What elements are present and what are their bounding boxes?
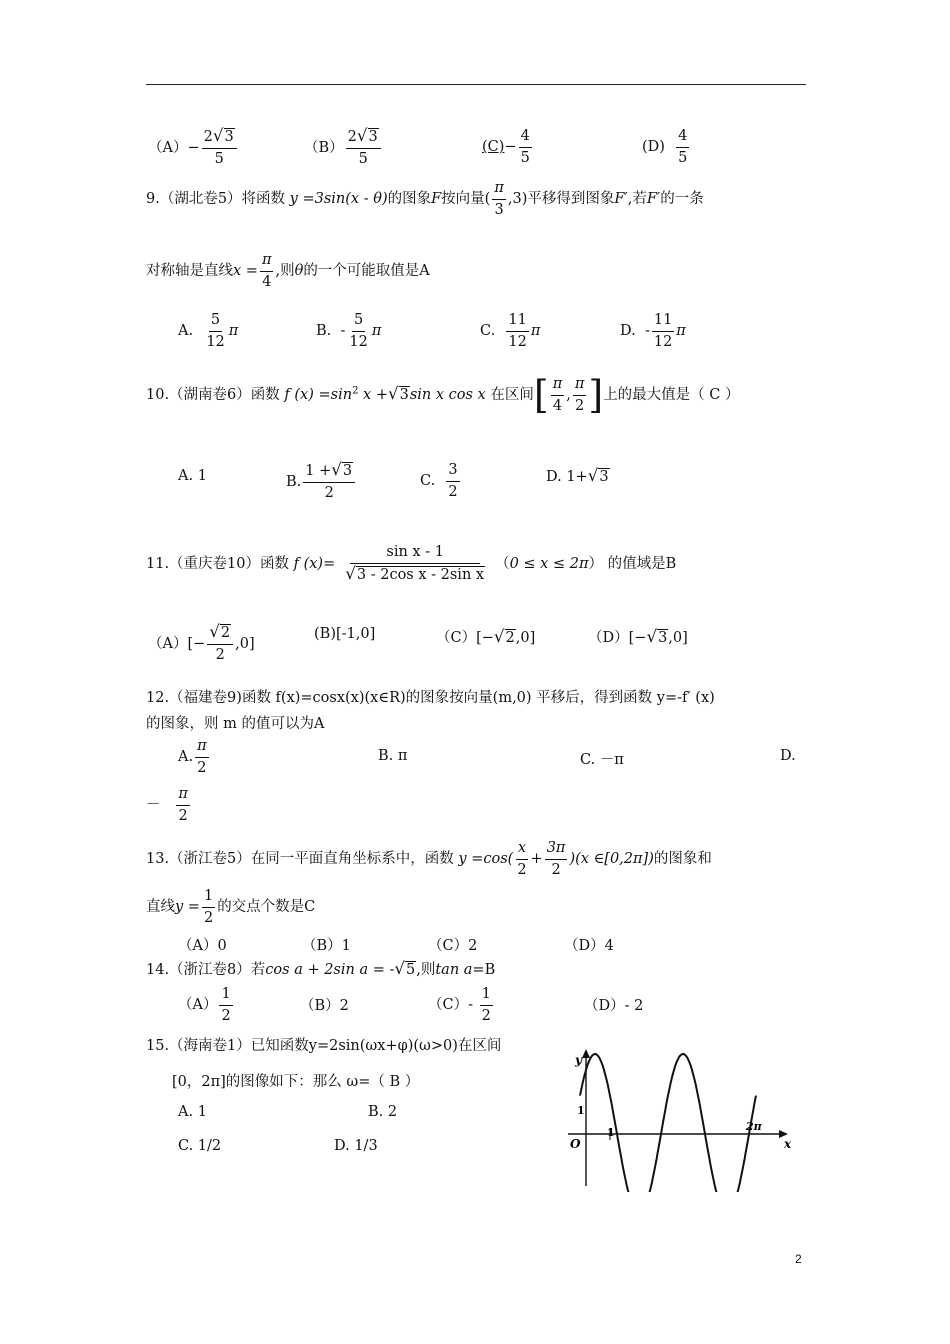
- x-tick-label-1: 1: [607, 1126, 615, 1139]
- sine-curve: [580, 1054, 756, 1192]
- q11-stem: 11.（重庆卷10）函数 f (x)= sin x - 1 √ 3 - 2cos x - 2sin x （0 ≤ x ≤ 2π） 的值域是B: [146, 544, 677, 583]
- q12-option-c: C. －π: [580, 752, 624, 768]
- x-tick-label-2pi: 2π: [746, 1120, 762, 1133]
- q13-option-b: （B）1: [302, 938, 351, 954]
- page-number: 2: [795, 1252, 802, 1266]
- y-axis-label: y: [575, 1053, 582, 1067]
- q15-option-c: C. 1/2: [178, 1138, 222, 1154]
- q11-option-c: （C）[− √ 2 ,0]: [436, 627, 536, 647]
- q12-stem-line2: 的图象，则 m 的值可以为A: [146, 716, 325, 732]
- q10-option-c: C. $\frac{3}{2}$: [420, 462, 458, 500]
- origin-label: O: [570, 1137, 581, 1151]
- q12-stem-line1: 12.（福建卷9)函数 f(x)=cosx(x)(x∈R)的图象按向量(m,0) 平移后，得到函数 y=-f′ (x): [146, 690, 715, 706]
- q8-option-d: (D) $\frac{4}{5}$: [642, 128, 688, 166]
- q9-stem-line2: 对称轴是直线x = $\frac{\pi}{4}$ ,则θ的一个可能取值是A: [146, 252, 430, 290]
- q15-stem-line1: 15.（海南卷1）已知函数y=2sin(ωx+φ)(ω>0)在区间: [146, 1038, 502, 1054]
- q11-option-a: （A）[− √ 2 2 ,0]: [148, 622, 255, 663]
- q9-option-c: C. $\frac{11}{12}$ π: [480, 312, 541, 350]
- q9-option-d: D. - $\frac{11}{12}$ π: [620, 312, 686, 350]
- q10-option-a: A. 1: [178, 468, 207, 484]
- q9-option-b: B. - $\frac{5}{12}$ π: [316, 312, 382, 350]
- q15-stem-line2: [0，2π]的图像如下：那么 ω=（ B ）: [172, 1074, 420, 1090]
- q15-option-a: A. 1: [178, 1104, 207, 1120]
- q15-sine-graph: [560, 1046, 800, 1192]
- q13-stem-line1: 13.（浙江卷5）在同一平面直角坐标系中，函数 y =cos( $\frac{x}{2}$ + $\frac{3\pi}{2}$ )(x ∈[0,2π])的图象和: [146, 840, 712, 878]
- q14-option-d: （D）- 2: [584, 998, 644, 1014]
- q14-option-c: （C）- $\frac{1}{2}$: [428, 986, 491, 1024]
- header-rule: [146, 84, 806, 85]
- q14-stem: 14.（浙江卷8）若cos a + 2sin a = - √ 5 ,则tan a=B: [146, 959, 496, 979]
- q14-option-b: （B）2: [300, 998, 349, 1014]
- q8-option-b: （B） 2 √ 3 5: [304, 128, 383, 168]
- q13-option-d: （D）4: [564, 938, 614, 954]
- q9-option-a: A. $\frac{5}{12}$ π: [178, 312, 239, 350]
- q12-option-a: A. $\frac{\pi}{2}$: [178, 738, 207, 776]
- q12-option-b: B. π: [378, 748, 408, 764]
- q12-option-d-label: D.: [780, 748, 796, 764]
- q15-option-d: D. 1/3: [334, 1138, 378, 1154]
- q8-option-a: （A）− 2 √ 3 5: [148, 128, 239, 168]
- q9-stem-line1: 9.（湖北卷5）将函数 y =3sin(x - θ)的图象F按向量( $\frac{\pi}{3}$ ,3)平移得到图象F′,若F′的一条: [146, 180, 704, 218]
- q8-option-c: (C)− $\frac{4}{5}$: [482, 128, 530, 166]
- y-tick-label-1: 1: [577, 1104, 585, 1117]
- q10-stem: 10.（湖南卷6）函数 f $(x) =\sin^2$ x + √ 3 sin x cos x 在区间 [ $\frac{\pi}{4}$ , $\frac{\pi}{2}$ ] 上的最大值是（ C ）: [146, 373, 740, 418]
- q11-option-d: （D）[− √ 3 ,0]: [588, 627, 688, 647]
- q15-option-b: B. 2: [368, 1104, 398, 1120]
- q13-stem-line2: 直线y = $\frac{1}{2}$ 的交点个数是C: [146, 888, 316, 926]
- y-axis-arrow: [582, 1049, 590, 1058]
- q13-option-a: （A）0: [178, 938, 227, 954]
- q10-option-d: D. 1+ √ 3: [546, 466, 609, 485]
- x-axis-label: x: [784, 1137, 792, 1151]
- q10-option-b: B. 1 + √ 3 2: [286, 462, 357, 502]
- q14-option-a: （A） $\frac{1}{2}$: [178, 986, 231, 1024]
- q11-option-b: (B)[-1,0]: [314, 626, 376, 642]
- q13-option-c: （C）2: [428, 938, 478, 954]
- q12-option-d-value: － $\frac{\pi}{2}$: [146, 786, 188, 824]
